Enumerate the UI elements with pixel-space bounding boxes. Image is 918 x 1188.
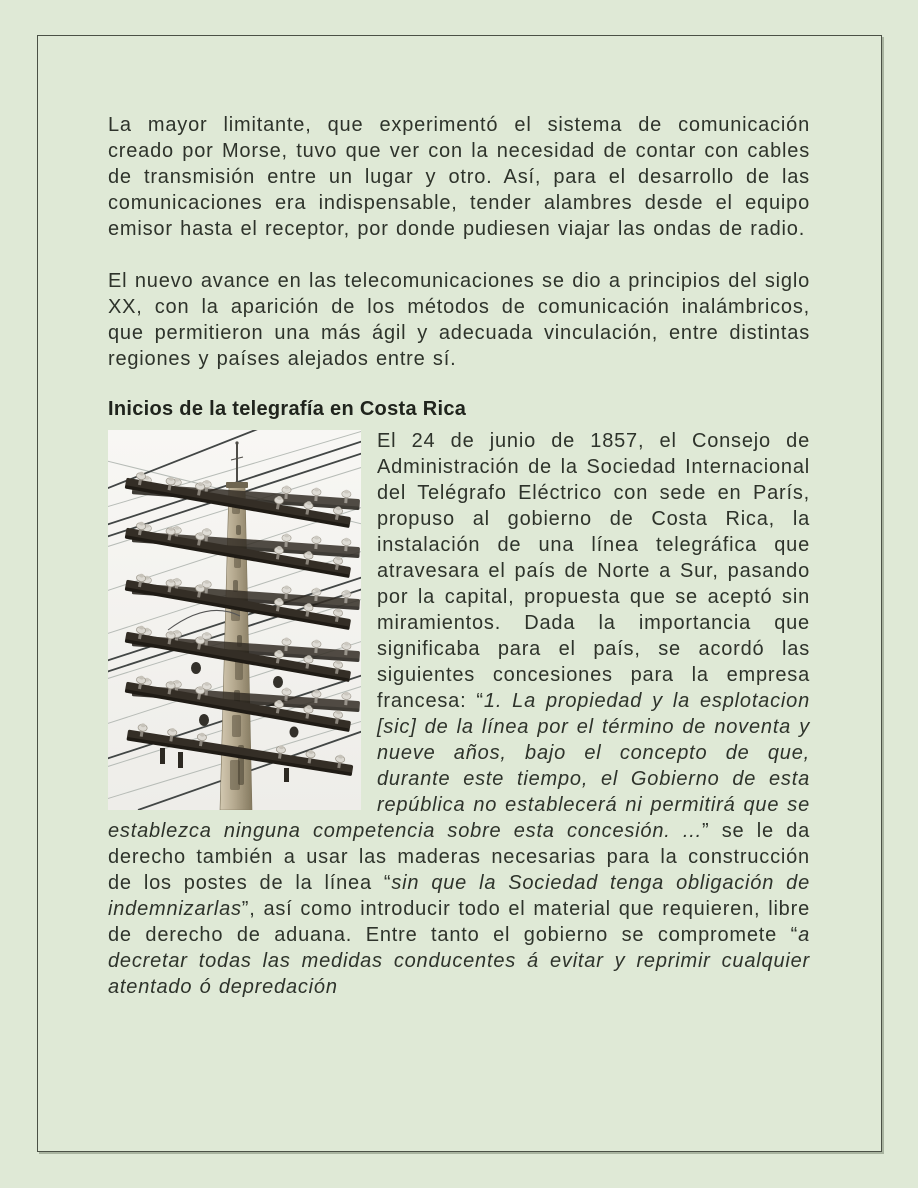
telegraph-pole-photo (108, 430, 361, 810)
quoted-concession-text: 1. La propiedad y la esplotacion [sic] de la línea por el término de noventa y nueve años, bajo el concepto de que, durante este tiempo, el Gobierno de esta república no establecerá ni permitirá que se establezca ninguna competencia sobre esta concesión. ... (108, 690, 810, 842)
paragraph-text-normal: ”, así como introducir todo el material que requieren, libre de derecho de aduana. Entre tanto el gobierno se compromete “ (108, 898, 810, 946)
paragraph-text-normal: ” se le da derecho también a usar las maderas necesarias para la construcción de los postes de la línea “ (108, 820, 811, 894)
paragraph-text-normal: El 24 de junio de 1857, el Consejo de Administración de la Sociedad Internacional del Telégrafo Eléctrico con sede en París, propuso al gobierno de Costa Rica, la instalación de una línea telegráfica que atravesara el país de Norte a Sur, pasando por la capital, propuesta que se aceptó sin miramientos. Dada la importancia que significaba para el país, se acordó las siguientes concesiones para la empresa francesa: “ (377, 430, 810, 712)
telegraph-pole-illustration (108, 430, 361, 810)
paragraph-wireless-advance: El nuevo avance en las telecomunicaciones se dio a principios del siglo XX, con la aparición de los métodos de comunicación inalámbricos, que permitieron una más ágil y adecuada vinculación, entre distintas regiones y países alejados entre sí. (108, 270, 810, 370)
quoted-indemnity-text: sin que la Sociedad tenga obligación de indemnizarlas (108, 872, 810, 920)
document-page-frame (37, 35, 882, 1152)
section-heading: Inicios de la telegrafía en Costa Rica (108, 398, 467, 420)
paragraph-telegraph-concessions (108, 428, 810, 1000)
quoted-decree-text: a decretar todas las medidas conducentes á evitar y reprimir cualquier atentado ó depredación (108, 924, 810, 998)
paragraph-morse-limitations: La mayor limitante, que experimentó el sistema de comunicación creado por Morse, tuvo que ver con la necesidad de contar con cables de transmisión entre un lugar y otro. Así, para el desarrollo de las comunicaciones era indispensable, tender alambres desde el equipo emisor hasta el receptor, por donde pudiesen viajar las ondas de radio. (108, 114, 810, 240)
